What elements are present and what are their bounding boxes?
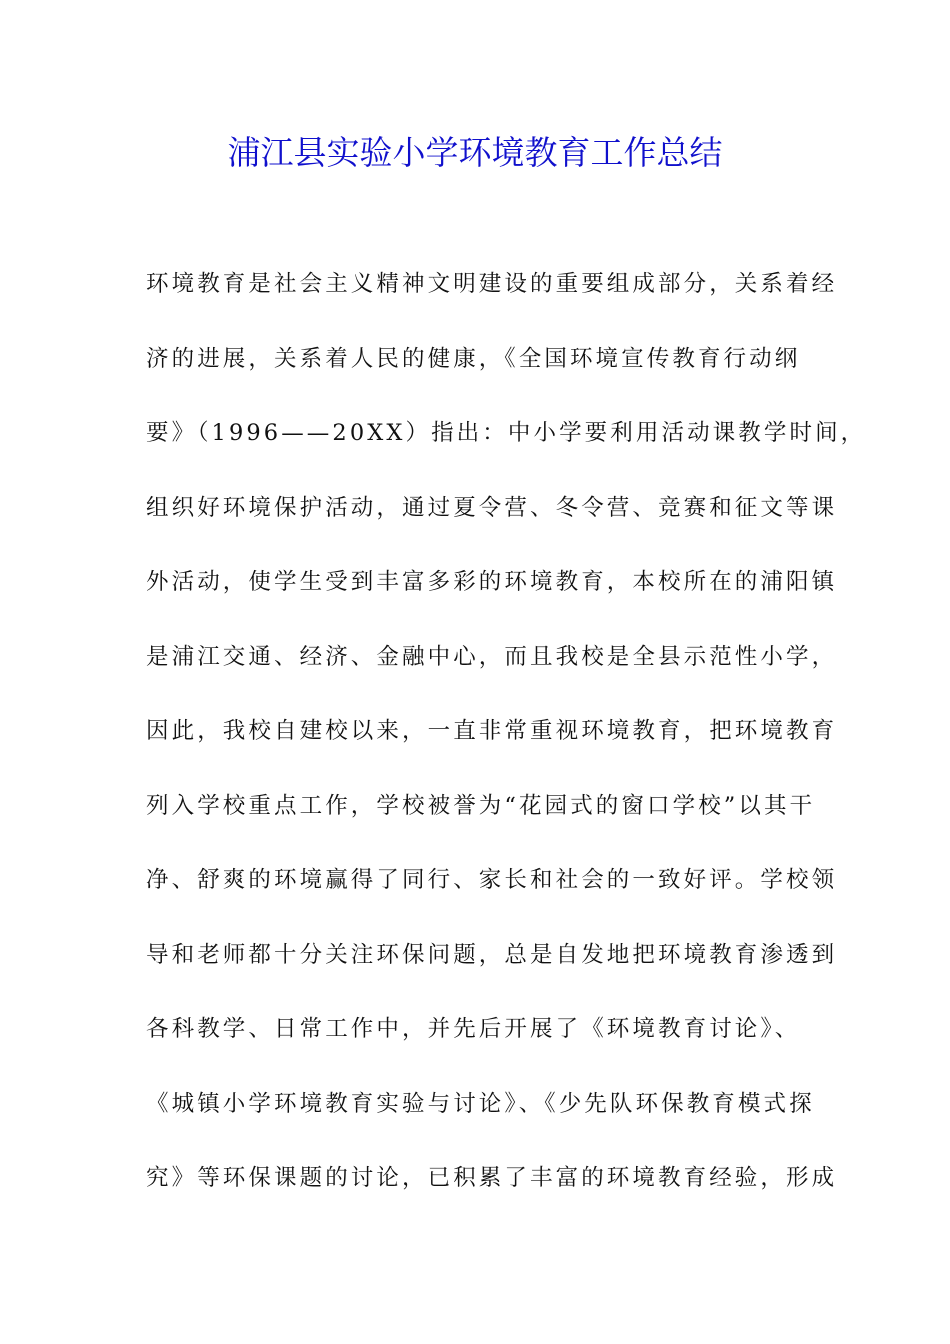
- body-line: 因此，我校自建校以来，一直非常重视环境教育，把环境教育: [146, 718, 838, 744]
- body-line: 是浦江交通、经济、金融中心，而且我校是全县示范性小学，: [146, 643, 838, 670]
- body-line: 净、舒爽的环境赢得了同行、家长和社会的一致好评。学校领: [146, 867, 838, 893]
- body-line: 济的进展，关系着人民的健康，《全国环境宣传教育行动纲: [146, 345, 801, 372]
- body-line: 外活动，使学生受到丰富多彩的环境教育，本校所在的浦阳镇: [146, 569, 838, 595]
- body-line: 要》（1996——20XX）指出：中小学要利用活动课教学时间，: [146, 420, 867, 446]
- document-body: [146, 262, 867, 1231]
- body-line: 导和老师都十分关注环保问题，总是自发地把环境教育渗透到: [146, 941, 838, 968]
- body-line: 《城镇小学环境教育实验与讨论》、《少先队环保教育模式探: [146, 1090, 815, 1117]
- document-title: 浦江县实验小学环境教育工作总结: [227, 133, 723, 172]
- body-line: 环境教育是社会主义精神文明建设的重要组成部分，关系着经: [146, 271, 838, 297]
- body-line: 各科教学、日常工作中，并先后开展了《环境教育讨论》、: [146, 1016, 801, 1042]
- body-line: 究》等环保课题的讨论，已积累了丰富的环境教育经验，形成: [146, 1165, 838, 1191]
- body-line: 列入学校重点工作，学校被誉为“花园式的窗口学校”以其干: [146, 792, 816, 819]
- body-line: 组织好环境保护活动，通过夏令营、冬令营、竞赛和征文等课: [146, 494, 838, 521]
